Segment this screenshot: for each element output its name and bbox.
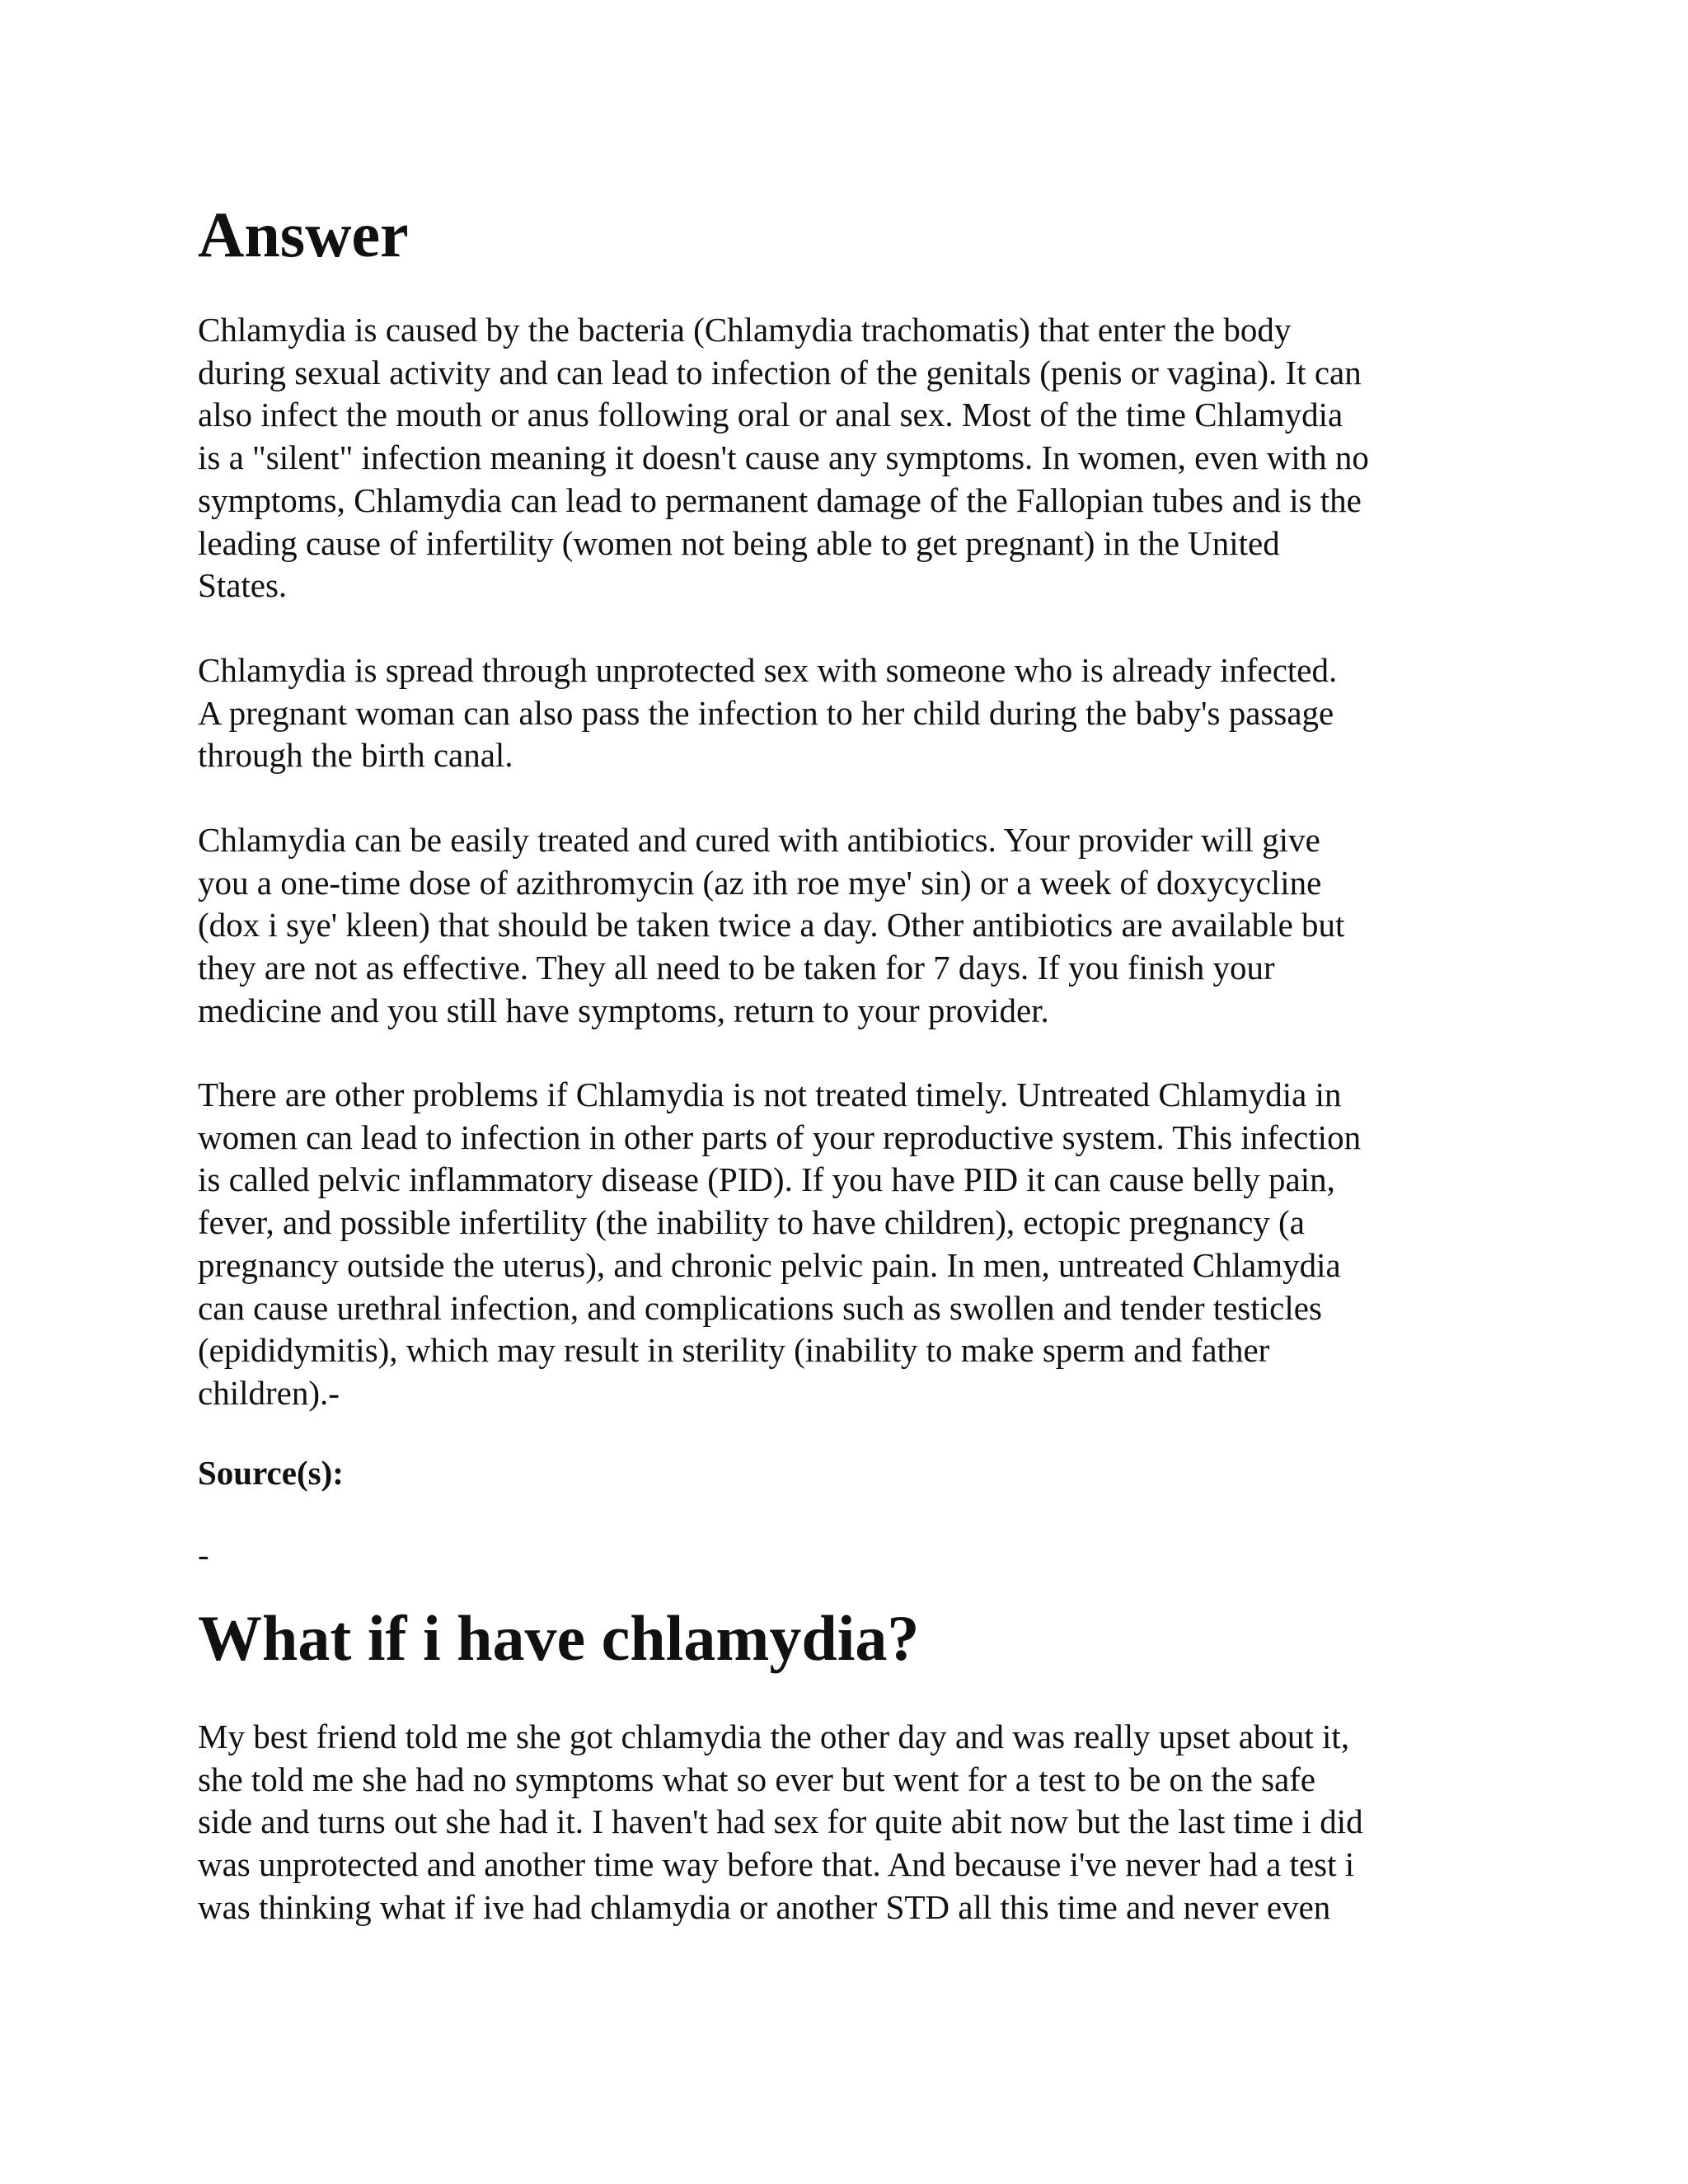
text-line: side and turns out she had it. I haven't had sex for quite abit now but the last time i did — [198, 1802, 1363, 1841]
text-line: is a "silent" infection meaning it doesn't cause any symptoms. In women, even with no — [198, 438, 1369, 477]
text-line: was thinking what if ive had chlamydia or another STD all this time and never even — [198, 1887, 1331, 1926]
text-line: symptoms, Chlamydia can lead to permanent damage of the Fallopian tubes and is the — [198, 480, 1362, 519]
text-line: There are other problems if Chlamydia is not treated timely. Untreated Chlamydia in — [198, 1076, 1342, 1113]
text-line: Chlamydia is spread through unprotected sex with someone who is already infected. — [198, 651, 1338, 689]
text-line: also infect the mouth or anus following oral or anal sex. Most of the time Chlamydia — [198, 396, 1343, 434]
answer-heading: Answer — [198, 199, 409, 270]
text-line: leading cause of infertility (women not being able to get pregnant) in the United — [198, 523, 1280, 562]
text-line: My best friend told me she got chlamydia the other day and was really upset about it, — [198, 1718, 1350, 1755]
answer-paragraph-1 — [198, 309, 1484, 607]
question-heading: What if i have chlamydia? — [198, 1602, 920, 1674]
text-line: was unprotected and another time way before that. And because i've never had a test i — [198, 1845, 1355, 1884]
answer-paragraph-3 — [198, 819, 1484, 1033]
text-line: can cause urethral infection, and complications such as swollen and tender testicles — [198, 1288, 1322, 1327]
text-line: you a one-time dose of azithromycin (az ith roe mye' sin) or a week of doxycycline — [198, 863, 1322, 902]
text-line: they are not as effective. They all need to be taken for 7 days. If you finish your — [198, 949, 1275, 987]
text-line: is called pelvic inflammatory disease (PID). If you have PID it can cause belly pain, — [198, 1160, 1335, 1199]
text-line: children).- — [198, 1373, 340, 1412]
text-line: medicine and you still have symptoms, return to your provider. — [198, 991, 1049, 1029]
text-line: Chlamydia can be easily treated and cured with antibiotics. Your provider will give — [198, 821, 1320, 859]
text-line: Chlamydia is caused by the bacteria (Chlamydia trachomatis) that enter the body — [198, 311, 1292, 349]
text-line: women can lead to infection in other parts of your reproductive system. This infection — [198, 1118, 1362, 1156]
answer-paragraph-4 — [198, 1074, 1484, 1415]
text-line: (dox i sye' kleen) that should be taken twice a day. Other antibiotics are available but — [198, 906, 1345, 944]
sources-value: - — [198, 1535, 209, 1573]
text-line: pregnancy outside the uterus), and chronic pelvic pain. In men, untreated Chlamydia — [198, 1245, 1341, 1284]
answer-paragraph-2 — [198, 649, 1484, 777]
text-line: (epididymitis), which may result in sterility (inability to make sperm and father — [198, 1331, 1270, 1370]
question-paragraph — [198, 1716, 1484, 1929]
text-line: States. — [198, 566, 288, 605]
text-line: through the birth canal. — [198, 736, 513, 775]
sources-label: Source(s): — [198, 1454, 344, 1492]
text-line: fever, and possible infertility (the inability to have children), ectopic pregnancy (a — [198, 1203, 1305, 1242]
text-line: during sexual activity and can lead to infection of the genitals (penis or vagina). It can — [198, 353, 1362, 391]
text-line: she told me she had no symptoms what so ever but went for a test to be on the safe — [198, 1760, 1316, 1798]
text-line: A pregnant woman can also pass the infection to her child during the baby's passage — [198, 693, 1334, 732]
